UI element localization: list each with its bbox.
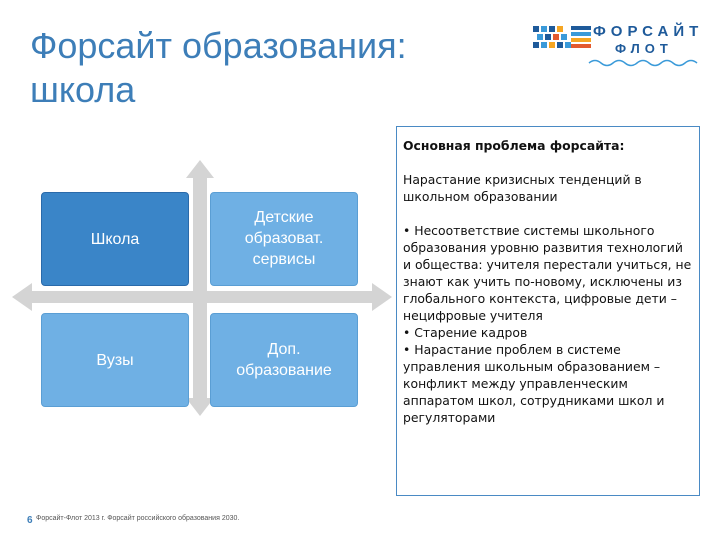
quadrant-additional-education: [210, 313, 358, 407]
quadrant-school-label: Школа: [90, 230, 140, 248]
quadrant-universities-label: Вузы: [96, 351, 134, 369]
logo-squares: [533, 26, 571, 48]
footer-caption: Форсайт-Флот 2013 г. Форсайт российского образования 2030.: [36, 515, 240, 522]
education-matrix: [12, 160, 392, 416]
quadrant-additional-education-line2: образование: [236, 362, 332, 379]
problem-heading: Основная проблема форсайта:: [403, 138, 625, 153]
problem-intro: Нарастание кризисных тенденций в школьном образовании: [403, 172, 642, 204]
main-problem-box: [396, 126, 700, 496]
quadrant-children-services-line1: Детские: [254, 209, 314, 226]
logo-line2: ФЛОТ: [615, 41, 673, 56]
quadrant-children-services-line2: образоват.: [244, 230, 324, 247]
quadrant-children-services: [210, 192, 358, 286]
slide-title-line1: Форсайт образования:: [30, 25, 407, 66]
problem-bullet: • Старение кадров: [403, 325, 528, 340]
problem-bullet: • Нарастание проблем в системе управления школьным образованием – конфликт между управленческим аппаратом школ, сотрудниками школ и регуляторами: [403, 342, 665, 425]
logo-line1: ФОРСАЙТ: [593, 23, 704, 40]
quadrant-children-services-line3: сервисы: [252, 251, 316, 268]
page-number: 6: [27, 515, 33, 526]
logo-stripes: [571, 26, 591, 48]
problem-bullet: • Несоответствие системы школьного образования уровню развития технологий и общества: учителя перестали учиться, не знают как учить по-новому, исключены из глобального контекста, цифровые дети – нецифровые учителя: [403, 223, 692, 323]
quadrant-additional-education-line1: Доп.: [267, 341, 301, 358]
logo-mosaic-icon: [527, 18, 591, 68]
slide-title-line2: школа: [30, 69, 136, 110]
forsight-flot-logo: [527, 18, 707, 68]
quadrant-universities: [41, 313, 189, 407]
logo-wave-icon: [587, 58, 705, 68]
quadrant-school: [41, 192, 189, 286]
slide-title: [30, 24, 500, 112]
